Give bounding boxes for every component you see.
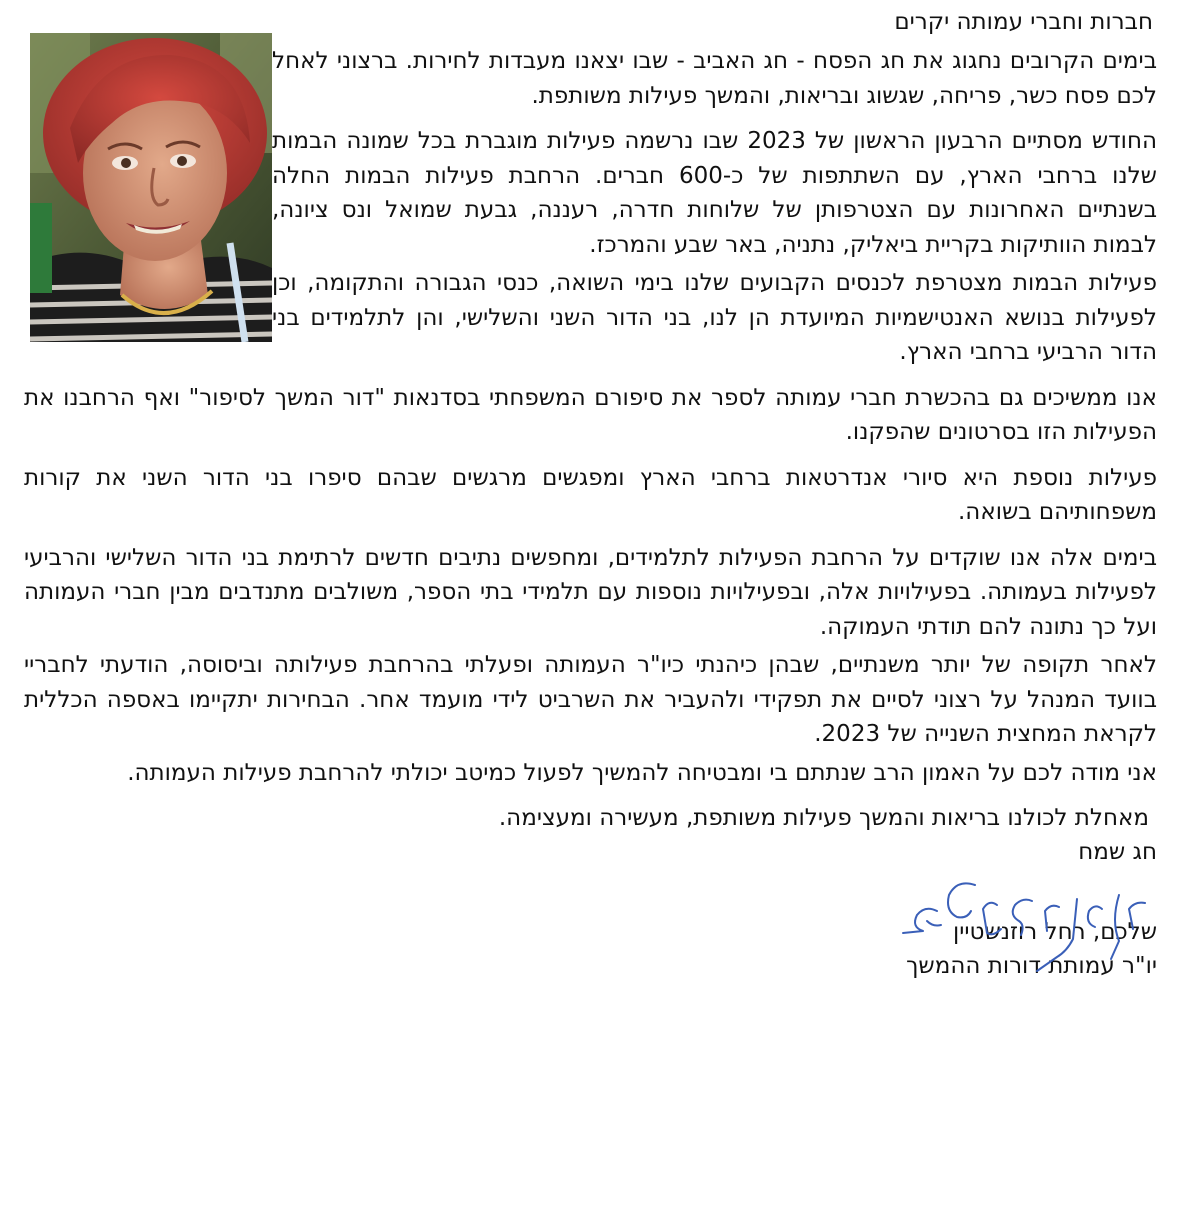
paragraph-memorial-tours: פעילות נוספת היא סיורי אנדרטאות ברחבי הארץ ומפגשים מרגשים שבהם סיפרו בני הדור השני את קורות משפחותיהם בשואה. — [24, 464, 1157, 525]
paragraph-thanks: אני מודה לכם על האמון הרב שנתתם בי ומבטיחה להמשיך לפעול כמיטב יכולתי להרחבת פעילות העמותה. — [127, 759, 1157, 786]
paragraph-passover-wishes: בימים הקרובים נחגוג את חג הפסח - חג האביב - שבו יצאנו מעבדות לחירות. ברצוני לאחל לכם פסח כשר, פריחה, שגשוג ובריאות, והמשך פעילות משותפת. — [272, 48, 1157, 109]
paragraph-storytelling-workshops: אנו ממשיכים גם בהכשרת חברי עמותה לספר את סיפורם המשפחתי בסדנאות "דור המשך לסיפור" ואף הרחבנו את הפעילות הזו בסרטונים שהפקנו. — [24, 384, 1157, 445]
portrait-photo — [30, 33, 272, 342]
signature-block — [24, 835, 1157, 983]
signoff-name: שלכם, רחל רוזנשטיין — [953, 919, 1157, 945]
paragraph-first-quarter-activity: החודש מסתיים הרבעון הראשון של 2023 שבו נרשמה פעילות מוגברת בכל שמונה הבמות שלנו ברחבי הארץ, עם השתתפות של כ-600 חברים. הרחבת פעילות הבמות החלה בשנתיים האחרונות עם הצטרפותן של שלוחות חדרה, רעננה, גבעת שמואל ונס ציונה, לבמות הוותיקות בקריית ביאליק, נתניה, באר שבע והמרכז. — [272, 128, 1157, 258]
paragraph-holocaust-conferences: פעילות הבמות מצטרפת לכנסים הקבועים שלנו בימי השואה, כנסי הגבורה והתקומה, וכן לפעילות בנושא האנטישמיות המיועדת הן לנו, בני הדור השני והשלישי, והן לתלמידים בני הדור הרביעי ברחבי הארץ. — [272, 270, 1157, 365]
letter — [24, 0, 1157, 983]
paragraph-stepping-down: לאחר תקופה של יותר משנתיים, שבהן כיהנתי כיו"ר העמותה ופעלתי בהרחבת פעילותה וביסוסה, הודעתי לחבריי בוועד המנהל על רצוני לסיים את תפקידי ולהעביר את השרביט לידי מועמד אחר. הבחירות יתקיימו באספה הכללית לקראת המחצית השנייה של 2023. — [24, 652, 1157, 747]
closing-wish: מאחלת לכולנו בריאות והמשך פעילות משותפת, מעשירה ומעצימה. — [498, 805, 1149, 831]
signer-title: יו"ר עמותת דורות ההמשך — [906, 953, 1157, 979]
holiday-wish: חג שמח — [1078, 839, 1157, 865]
letter-greeting: חברות וחברי עמותה יקרים — [894, 9, 1153, 35]
paragraph-student-activities: בימים אלה אנו שוקדים על הרחבת הפעילות לתלמידים, ומחפשים נתיבים חדשים לרתימת בני הדור השלישי והרביעי לפעילות בעמותה. בפעילויות אלה, ובפעילויות נוספות עם תלמידי בתי הספר, משולבים מתנדבים מבין חברי העמותה ועל כך נתונה להם תודתי העמוקה. — [24, 544, 1157, 640]
handwritten-signature — [897, 881, 1157, 981]
